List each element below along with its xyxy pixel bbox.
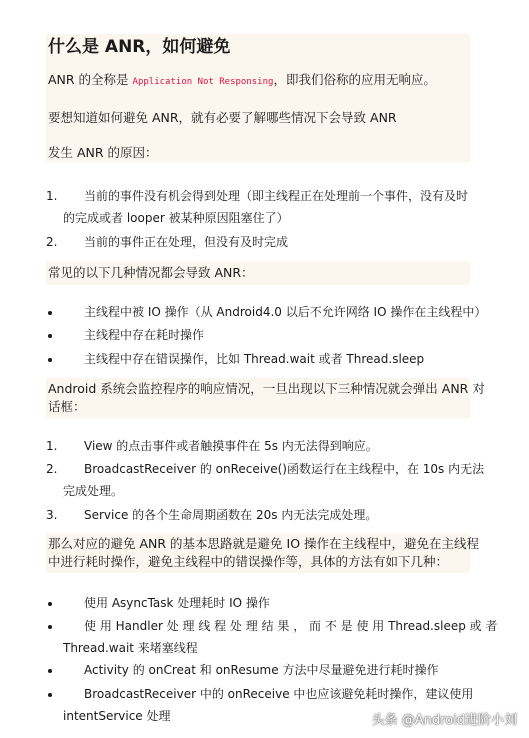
- list-item: 1. View 的点击事件或者触摸事件在 5s 内无法得到响应。: [46, 439, 378, 453]
- list-item: 1. 当前的事件没有机会得到处理（即主线程正在处理前一个事件，没有及时 的完成或者 looper 被某种原因阻塞住了）: [46, 189, 469, 225]
- solution-paragraph: 那么对应的避免 ANR 的基本思路就是避免 IO 操作在主线程中，避免在主线程 中进行耗时操作，避免主线程中的错误操作等，具体的方法有如下几种：: [46, 533, 470, 573]
- intro-paragraph: ANR 的全称是 Application Not Responsing，即我们俗称的应用无响应。: [48, 72, 436, 87]
- bullet-dot: [48, 311, 52, 315]
- list-number: 3.: [46, 508, 58, 522]
- list-number: 1.: [46, 189, 58, 203]
- bullet-dot: [48, 358, 52, 362]
- list-item: 使用 AsyncTask 处理耗时 IO 操作: [0, 594, 529, 612]
- bullet-dot: [48, 602, 52, 606]
- intro-block: [46, 34, 470, 162]
- bullet-dot: [48, 625, 52, 629]
- list-item: 2. 当前的事件正在处理，但没有及时完成: [46, 235, 289, 249]
- page-title: 什么是 ANR，如何避免: [48, 37, 231, 57]
- common-heading: 常见的以下几种情况都会导致 ANR：: [46, 261, 470, 285]
- list-item: BroadcastReceiver 中的 onReceive 中也应该避免耗时操作，建议使用 intentService 处理: [0, 685, 529, 725]
- bullet-dot: [48, 669, 52, 673]
- reasons-heading: 发生 ANR 的原因：: [48, 145, 158, 160]
- list-number: 1.: [46, 439, 58, 453]
- monitor-paragraph: Android 系统会监控程序的响应情况，一旦出现以下三种情况就会弹出 ANR 对 话框：: [46, 378, 470, 418]
- list-item: 3. Service 的各个生命周期函数在 20s 内无法完成处理。: [46, 508, 378, 522]
- list-item: 主线程中被 IO 操作（从 Android4.0 以后不允许网络 IO 操作在主线程中）: [0, 303, 529, 321]
- list-number: 2.: [46, 235, 58, 249]
- list-item: Activity 的 onCreat 和 onResume 方法中尽量避免进行耗时操作: [0, 661, 529, 679]
- list-item: 主线程中存在耗时操作: [0, 326, 529, 344]
- watermark: 头条 @Android进阶小刘: [371, 713, 517, 728]
- bullet-dot: [48, 693, 52, 697]
- list-item: 2. BroadcastReceiver 的 onReceive()函数运行在主线程中，在 10s 内无法 完成处理。: [46, 462, 485, 498]
- list-item: 使 用 Handler 处 理 线 程 处 理 结 果 ， 而 不 是 使 用 Thread.sleep 或 者 Thread.wait 来堵塞线程: [0, 617, 529, 657]
- list-number: 2.: [46, 462, 58, 476]
- bullet-dot: [48, 334, 52, 338]
- list-item: 主线程中存在错误操作，比如 Thread.wait 或者 Thread.sleep: [0, 350, 529, 368]
- inline-code: Application Not Responsing: [132, 77, 274, 87]
- avoid-paragraph: 要想知道如何避免 ANR，就有必要了解哪些情况下会导致 ANR: [48, 110, 397, 125]
